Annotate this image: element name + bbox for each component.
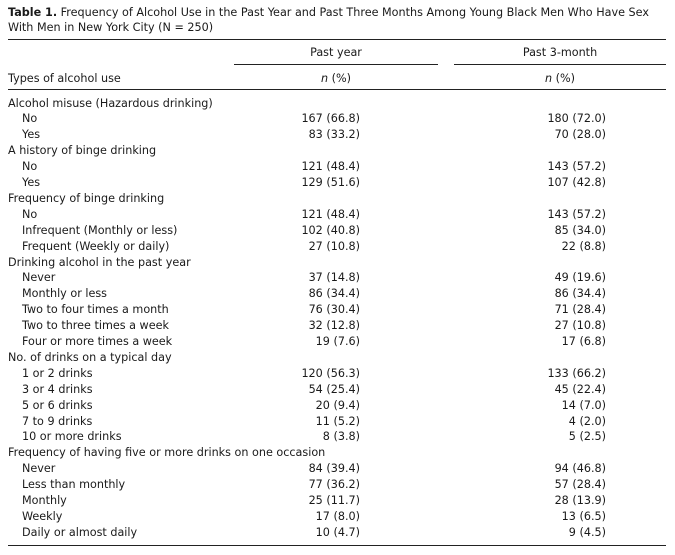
row-label: Daily or almost daily xyxy=(22,525,138,539)
row-label: No xyxy=(22,112,38,126)
cell-past-year: 27 (10.8) xyxy=(308,239,360,253)
row-label: Yes xyxy=(22,128,41,142)
header-rule xyxy=(8,89,666,90)
pct-label: (%) xyxy=(331,72,352,85)
cell-past-3month: 49 (19.6) xyxy=(554,271,606,285)
col-header-past-3month: Past 3-month xyxy=(522,46,598,59)
cell-past-3month: 9 (4.5) xyxy=(568,525,606,539)
n-label: n xyxy=(544,72,553,85)
section-label: No. of drinks on a typical day xyxy=(8,350,172,364)
cell-past-year: 20 (9.4) xyxy=(315,398,360,412)
cell-past-year: 10 (4.7) xyxy=(315,525,360,539)
cell-past-year: 25 (11.7) xyxy=(308,494,360,507)
section-label: A history of binge drinking xyxy=(8,144,157,158)
cell-past-year: 17 (8.0) xyxy=(315,509,360,523)
bottom-rule xyxy=(8,545,666,546)
row-label: Yes xyxy=(22,176,41,189)
cell-past-year: 167 (66.8) xyxy=(301,112,360,126)
cell-past-year: 11 (5.2) xyxy=(315,414,360,428)
cell-past-year: 77 (36.2) xyxy=(308,478,360,492)
row-label: No xyxy=(22,207,38,221)
cell-past-3month: 180 (72.0) xyxy=(547,112,606,126)
cell-past-year: 54 (25.4) xyxy=(308,382,360,396)
caption-text: Frequency of Alcohol Use in the Past Year and Past Three Months Among Young Black Men Who Have Sex With Men in New York City (N = 250) xyxy=(8,6,649,34)
cell-past-3month: 27 (10.8) xyxy=(554,319,606,333)
row-label: Monthly or less xyxy=(22,287,107,301)
table-caption xyxy=(8,5,668,35)
cell-past-3month: 71 (28.4) xyxy=(554,303,606,317)
cell-past-3month: 14 (7.0) xyxy=(561,398,606,412)
cell-past-year: 120 (56.3) xyxy=(301,366,360,380)
row-label: No xyxy=(22,160,38,174)
row-label: 10 or more drinks xyxy=(22,430,122,444)
cell-past-year: 121 (48.4) xyxy=(301,160,360,174)
cell-past-year: 19 (7.6) xyxy=(315,335,360,348)
cell-past-3month: 5 (2.5) xyxy=(568,430,606,444)
cell-past-3month: 86 (34.4) xyxy=(554,287,606,301)
row-label: Never xyxy=(22,462,56,476)
row-label: Less than monthly xyxy=(22,478,126,492)
spanner-rule-past-year xyxy=(234,64,438,65)
cell-past-3month: 143 (57.2) xyxy=(547,160,606,174)
cell-past-3month: 22 (8.8) xyxy=(561,239,606,253)
cell-past-year: 32 (12.8) xyxy=(308,319,360,333)
cell-past-year: 84 (39.4) xyxy=(308,462,360,476)
cell-past-3month: 85 (34.0) xyxy=(554,223,606,237)
row-label: 3 or 4 drinks xyxy=(22,382,93,396)
n-label: n xyxy=(320,72,329,85)
row-label: Two to four times a month xyxy=(22,303,169,317)
cell-past-3month: 94 (46.8) xyxy=(554,462,606,476)
cell-past-year: 37 (14.8) xyxy=(308,271,360,285)
stub-header: Types of alcohol use xyxy=(8,72,121,85)
cell-past-3month: 57 (28.4) xyxy=(554,478,606,492)
row-label: Never xyxy=(22,271,56,285)
cell-past-year: 83 (33.2) xyxy=(308,128,360,142)
cell-past-year: 121 (48.4) xyxy=(301,207,360,221)
row-label: Two to three times a week xyxy=(22,319,169,333)
section-label: Frequency of binge drinking xyxy=(8,191,165,205)
cell-past-3month: 13 (6.5) xyxy=(561,509,606,523)
pct-label: (%) xyxy=(555,72,576,85)
row-label: Weekly xyxy=(22,509,63,523)
top-rule xyxy=(8,39,666,40)
row-label: 7 to 9 drinks xyxy=(22,414,93,428)
row-label: Monthly xyxy=(22,494,67,507)
row-label: 1 or 2 drinks xyxy=(22,366,93,380)
cell-past-year: 102 (40.8) xyxy=(301,223,360,237)
caption-label: Table 1. xyxy=(8,6,58,19)
cell-past-3month: 45 (22.4) xyxy=(554,382,606,396)
cell-past-3month: 4 (2.0) xyxy=(568,414,606,428)
cell-past-year: 86 (34.4) xyxy=(308,287,360,301)
cell-past-year: 129 (51.6) xyxy=(301,176,360,189)
section-label: Frequency of having five or more drinks on one occasion xyxy=(8,446,326,460)
cell-past-year: 76 (30.4) xyxy=(308,303,360,317)
unit-header-past-3month xyxy=(454,72,666,86)
section-label: Drinking alcohol in the past year xyxy=(8,255,191,269)
row-label: 5 or 6 drinks xyxy=(22,398,93,412)
row-label: Infrequent (Monthly or less) xyxy=(22,223,178,237)
cell-past-3month: 143 (57.2) xyxy=(547,207,606,221)
unit-header-past-year xyxy=(234,72,438,86)
row-label: Frequent (Weekly or daily) xyxy=(22,239,170,253)
col-header-past-year: Past year xyxy=(310,46,362,59)
cell-past-3month: 107 (42.8) xyxy=(547,176,606,189)
cell-past-3month: 133 (66.2) xyxy=(547,366,606,380)
row-label: Four or more times a week xyxy=(22,335,173,348)
cell-past-3month: 70 (28.0) xyxy=(554,128,606,142)
section-label: Alcohol misuse (Hazardous drinking) xyxy=(8,96,213,110)
spanner-rule-past-3month xyxy=(454,64,666,65)
cell-past-3month: 17 (6.8) xyxy=(561,335,606,348)
cell-past-year: 8 (3.8) xyxy=(322,430,360,444)
cell-past-3month: 28 (13.9) xyxy=(554,494,606,507)
